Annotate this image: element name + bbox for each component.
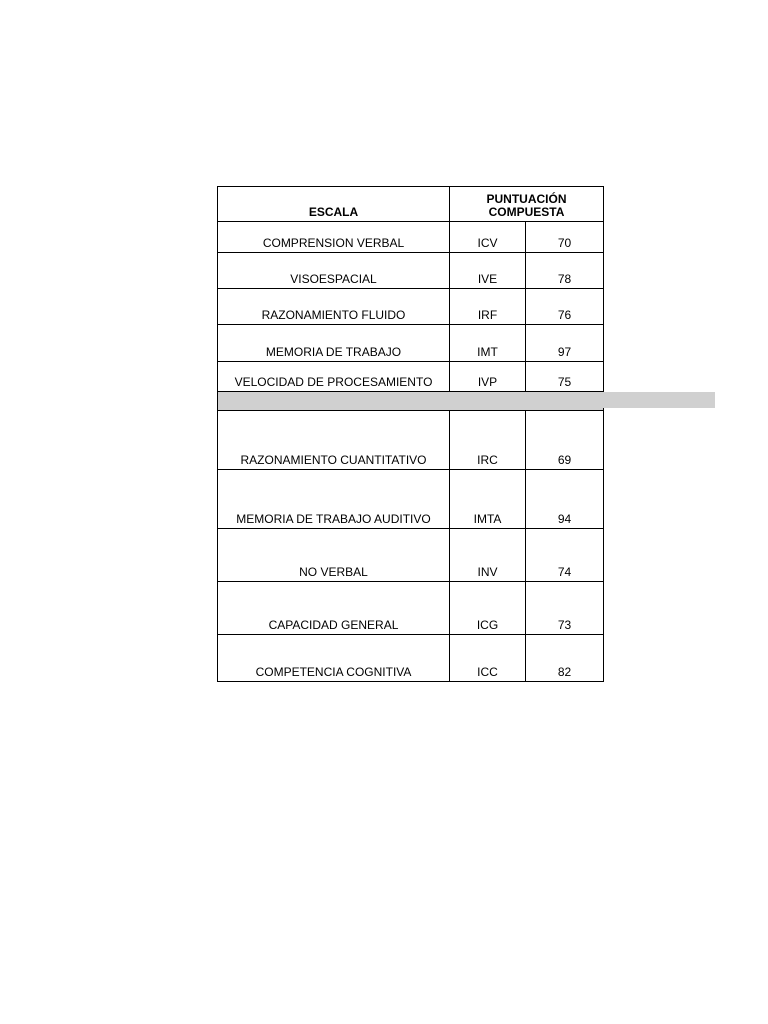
header-score-line1: PUNTUACIÓN — [486, 192, 567, 206]
composite-score: 70 — [526, 222, 604, 253]
scale-name: VELOCIDAD DE PROCESAMIENTO — [218, 362, 450, 392]
header-composite-score — [450, 187, 604, 222]
scale-name: RAZONAMIENTO CUANTITATIVO — [218, 411, 450, 470]
table-row — [218, 411, 604, 470]
scale-name: NO VERBAL — [218, 529, 450, 582]
composite-score: 82 — [526, 635, 604, 682]
table-header-row — [218, 187, 604, 222]
table-row — [218, 635, 604, 682]
table-row — [218, 529, 604, 582]
scale-code: IMTA — [450, 470, 526, 529]
composite-score: 74 — [526, 529, 604, 582]
table-row — [218, 582, 604, 635]
composite-score: 97 — [526, 325, 604, 362]
scale-code: ICC — [450, 635, 526, 682]
composite-score: 75 — [526, 362, 604, 392]
table-row — [218, 289, 604, 325]
composite-score: 78 — [526, 253, 604, 289]
scale-code: ICV — [450, 222, 526, 253]
scale-name: COMPRENSION VERBAL — [218, 222, 450, 253]
separator-band-extension — [603, 392, 715, 408]
table-row — [218, 362, 604, 392]
score-sheet — [217, 186, 603, 682]
composite-score: 69 — [526, 411, 604, 470]
scale-code: IRF — [450, 289, 526, 325]
separator-row — [218, 392, 604, 411]
composite-score: 94 — [526, 470, 604, 529]
scale-code: IRC — [450, 411, 526, 470]
composite-score: 73 — [526, 582, 604, 635]
header-scale: ESCALA — [218, 187, 450, 222]
scale-name: VISOESPACIAL — [218, 253, 450, 289]
scale-name: COMPETENCIA COGNITIVA — [218, 635, 450, 682]
header-score-line2: COMPUESTA — [488, 205, 565, 219]
table-row — [218, 470, 604, 529]
scale-name: CAPACIDAD GENERAL — [218, 582, 450, 635]
separator-band — [218, 392, 604, 411]
scale-code: ICG — [450, 582, 526, 635]
scale-name: MEMORIA DE TRABAJO AUDITIVO — [218, 470, 450, 529]
scale-name: MEMORIA DE TRABAJO — [218, 325, 450, 362]
table-row — [218, 253, 604, 289]
scale-code: IMT — [450, 325, 526, 362]
composite-score: 76 — [526, 289, 604, 325]
composite-scores-table — [217, 186, 604, 682]
table-row — [218, 325, 604, 362]
scale-code: IVE — [450, 253, 526, 289]
scale-code: IVP — [450, 362, 526, 392]
scale-code: INV — [450, 529, 526, 582]
scale-name: RAZONAMIENTO FLUIDO — [218, 289, 450, 325]
table-row — [218, 222, 604, 253]
